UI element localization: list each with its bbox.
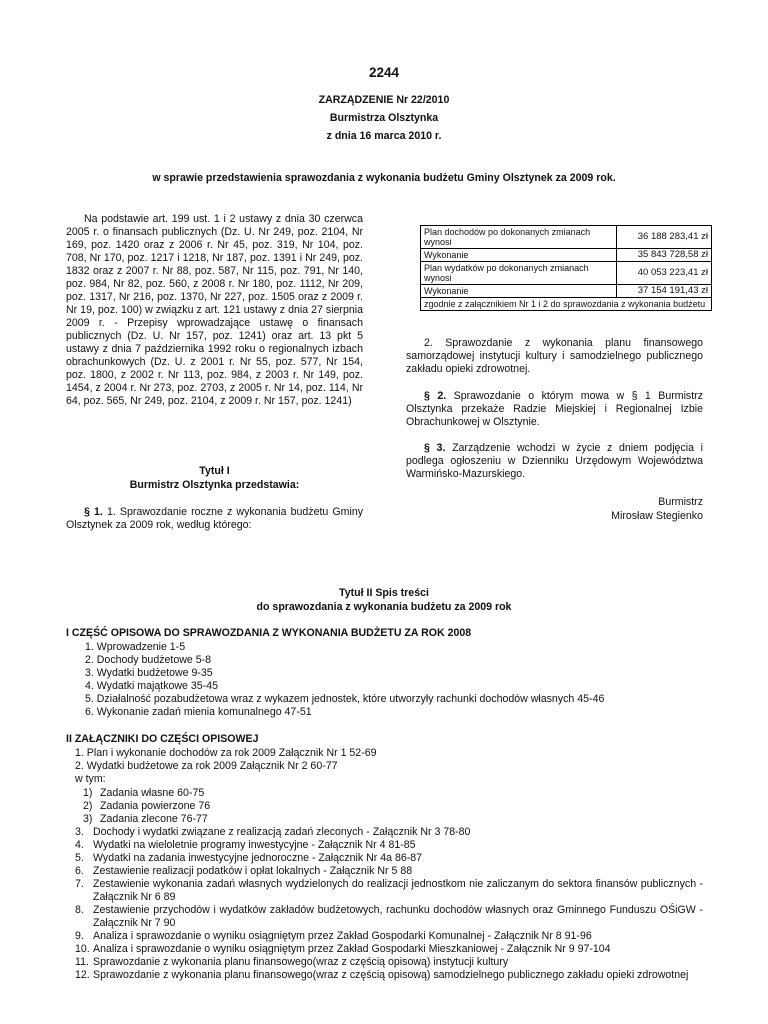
- paragraph-2-text: Sprawozdanie o którym mowa w § 1 Burmistrz Olsztynka przekaże Radzie Miejskiej i Regionalnej Izbie Obrachunkowej w Olsztynie.: [406, 390, 703, 428]
- list-item: [75, 904, 703, 930]
- list-item: [75, 943, 703, 956]
- item-2: 2. Sprawozdanie z wykonania planu finansowego samorządowej instytucji kultury i samodzielnego publicznego zakładu opieki zdrowotnej.: [406, 337, 703, 375]
- list-item: [83, 787, 383, 800]
- toc-part2-sublist: [83, 787, 383, 826]
- title-1-heading: Tytuł I: [199, 465, 230, 477]
- list-item: 3. Wydatki budżetowe 9-35: [85, 667, 213, 679]
- list-item-number: 11.: [75, 956, 89, 968]
- toc-part2-heading: II ZAŁĄCZNIKI DO CZĘŚCI OPISOWEJ: [66, 733, 259, 745]
- document-issuer: Burmistrza Olsztynka: [329, 112, 439, 124]
- paragraph-2-mark: § 2.: [424, 390, 447, 402]
- list-item-number: 1): [83, 787, 93, 799]
- toc-part1-heading: I CZĘŚĆ OPISOWA DO SPRAWOZDANIA Z WYKONANIA BUDŻETU ZA ROK 2008: [66, 627, 472, 639]
- table-cell-value: 37 154 191,43 zł: [617, 285, 712, 298]
- list-item-number: 4.: [75, 839, 84, 851]
- table-row: [421, 298, 712, 311]
- list-item-number: 3): [83, 813, 93, 825]
- list-item-text: Zadania własne 60-75: [100, 787, 205, 799]
- list-item-text: Wydatki na zadania inwestycyjne jednoroczne - Załącznik Nr 4a 86-87: [93, 852, 423, 864]
- list-item: 2. Wydatki budżetowe za rok 2009 Załącznik Nr 2 60-77: [75, 760, 338, 772]
- table-cell-label: Plan wydatków po dokonanych zmianach wynosi: [421, 262, 617, 285]
- list-item-number: 8.: [75, 904, 84, 916]
- list-item: [75, 956, 703, 969]
- list-item: [75, 826, 703, 839]
- list-item-text: Zadania zlecone 76-77: [100, 813, 208, 825]
- list-item-number: 3.: [75, 826, 84, 838]
- table-cell-value: 35 843 728,58 zł: [617, 249, 712, 262]
- paragraph-1-text: 1. Sprawozdanie roczne z wykonania budżetu Gminy Olsztynek za 2009 rok, według którego:: [66, 506, 364, 531]
- paragraph-2: [406, 390, 703, 429]
- list-item-number: 12.: [75, 969, 90, 981]
- table-cell-label: Wykonanie: [421, 249, 617, 262]
- toc-part1-list: [85, 641, 604, 719]
- list-item-number: 9.: [75, 930, 84, 942]
- paragraph-3: [406, 442, 703, 481]
- list-item: 5. Działalność pozabudżetowa wraz z wykazem jednostek, które utworzyły rachunki dochodów własnych 45-46: [85, 693, 605, 705]
- table-row: [421, 285, 712, 298]
- toc-title: Tytuł II Spis treści: [339, 587, 429, 599]
- document-title: ZARZĄDZENIE Nr 22/2010: [318, 94, 450, 106]
- table-cell-value: 36 188 283,41 zł: [617, 226, 712, 249]
- list-item-text: Sprawozdanie z wykonania planu finansowego(wraz z częścią opisową) samodzielnego publicznego zakładu opieki zdrowotnej: [93, 969, 689, 981]
- table-cell-label: Wykonanie: [421, 285, 617, 298]
- signature-name: Mirosław Stegienko: [611, 510, 703, 522]
- list-item-text: Analiza i sprawozdanie o wyniku osiągniętym przez Zakład Gospodarki Mieszkaniowej - Załącznik Nr 9 97-104: [93, 943, 611, 955]
- list-item-text: Zestawienie przychodów i wydatków zakładów budżetowych, rachunku dochodów własnych oraz Gminnego Funduszu OŚiGW - Załącznik Nr 7 90: [93, 904, 703, 929]
- table-row: [421, 226, 712, 249]
- list-item-text: Zestawienie realizacji podatków i opłat lokalnych - Załącznik Nr 5 88: [93, 865, 413, 877]
- list-item-number: 10.: [75, 943, 90, 955]
- list-item: [75, 930, 703, 943]
- toc-part2-list: [75, 826, 703, 982]
- list-item: 1. Wprowadzenie 1-5: [85, 641, 186, 653]
- list-item: 1. Plan i wykonanie dochodów za rok 2009 Załącznik Nr 1 52-69: [75, 747, 377, 759]
- list-item: [75, 969, 703, 982]
- list-item: [75, 839, 703, 852]
- list-item-text: Dochody i wydatki związane z realizacją zadań zleconych - Załącznik Nr 3 78-80: [93, 826, 471, 838]
- list-item-number: 6.: [75, 865, 84, 877]
- table-cell-label: Plan dochodów po dokonanych zmianach wynosi: [421, 226, 617, 249]
- list-item-text: Analiza i sprawozdanie o wyniku osiągniętym przez Zakład Gospodarki Komunalnej - Załącznik Nr 8 91-96: [93, 930, 592, 942]
- list-item-number: 5.: [75, 852, 84, 864]
- document-subject: w sprawie przedstawienia sprawozdania z wykonania budżetu Gminy Olsztynek za 2009 rok.: [152, 172, 616, 184]
- paragraph-3-mark: § 3.: [424, 442, 446, 454]
- toc-subtitle: do sprawozdania z wykonania budżetu za 2009 rok: [256, 601, 512, 613]
- list-item: [83, 800, 383, 813]
- list-item-text: Sprawozdanie z wykonania planu finansowego(wraz z częścią opisową) instytucji kultury: [93, 956, 509, 968]
- document-date: z dnia 16 marca 2010 r.: [326, 130, 442, 142]
- list-item: 2. Dochody budżetowe 5-8: [85, 654, 212, 666]
- list-item-text: Zestawienie wykonania zadań własnych wydzielonych do realizacji jednostkom nie zaliczanym do sektora finansów publicznych - Załącznik Nr 6 89: [93, 878, 703, 903]
- list-item: [83, 813, 383, 826]
- list-item: w tym:: [75, 773, 106, 785]
- table-row: [421, 262, 712, 285]
- document-number: 2244: [368, 65, 400, 80]
- table-cell-value: 40 053 223,41 zł: [617, 262, 712, 285]
- paragraph-3-text: Zarządzenie wchodzi w życie z dniem podjęcia i podlega ogłoszeniu w Dzienniku Urzędowym Województwa Warmińsko-Mazurskiego.: [406, 442, 703, 480]
- title-1-subheading: Burmistrz Olsztynka przedstawia:: [129, 479, 300, 491]
- list-item: [75, 865, 703, 878]
- list-item: 6. Wykonanie zadań mienia komunalnego 47-51: [85, 706, 312, 718]
- list-item: [75, 852, 703, 865]
- table-row: [421, 249, 712, 262]
- list-item-text: Wydatki na wieloletnie programy inwestycyjne - Załącznik Nr 4 81-85: [93, 839, 416, 851]
- list-item-number: 2): [83, 800, 93, 812]
- paragraph-1: [66, 506, 363, 532]
- paragraph-1-mark: § 1.: [84, 506, 103, 518]
- signature-role: Burmistrz: [658, 496, 703, 508]
- list-item-number: 7.: [75, 878, 84, 890]
- list-item-text: Zadania powierzone 76: [100, 800, 211, 812]
- preamble: Na podstawie art. 199 ust. 1 i 2 ustawy z dnia 30 czerwca 2005 r. o finansach publicznych (Dz. U. Nr 249, poz. 2104, Nr 169, poz. 1420 oraz z 2006 r. Nr 45, poz. 319, Nr 104, poz. 708, Nr 170, poz. 1217 i 1218, Nr 187, poz. 1391 i Nr 249, poz. 1832 oraz z 2007 r. Nr 88, poz. 587, Nr 115, poz. 791, Nr 140, poz. 984, Nr 82, poz. 560, z 2008 r. Nr 180, poz. 1112, Nr 209, poz. 1317, Nr 216, poz. 1370, Nr 227, poz. 1505 oraz z 2009 r. Nr 19, poz. 100) w związku z art. 121 ustawy z dnia 27 sierpnia 2009 r. - Przepisy wprowadzające ustawę o finansach publicznych (Dz. U. Nr 157, poz. 1241) oraz art. 13 pkt 5 ustawy z dnia 7 października 1992 roku o regionalnych izbach obrachunkowych (Dz. U. z 2001 r. Nr 55, poz. 577, Nr 154, poz. 1800, z 2002 r. Nr 113, poz. 984, z 2003 r. Nr 149, poz. 1454, z 2004 r. Nr 273, poz. 2703, z 2005 r. Nr 14, poz. 114, Nr 64, poz. 565, Nr 249, poz. 2104, z 2009 r. Nr 157, poz. 1241): [66, 213, 363, 407]
- list-item: 4. Wydatki majątkowe 35-45: [85, 680, 218, 692]
- list-item: [75, 878, 703, 904]
- financial-summary-table: [420, 225, 712, 311]
- toc-part2-top-list: [75, 747, 377, 786]
- table-footer-note: zgodnie z załącznikiem Nr 1 i 2 do sprawozdania z wykonania budżetu: [421, 298, 712, 311]
